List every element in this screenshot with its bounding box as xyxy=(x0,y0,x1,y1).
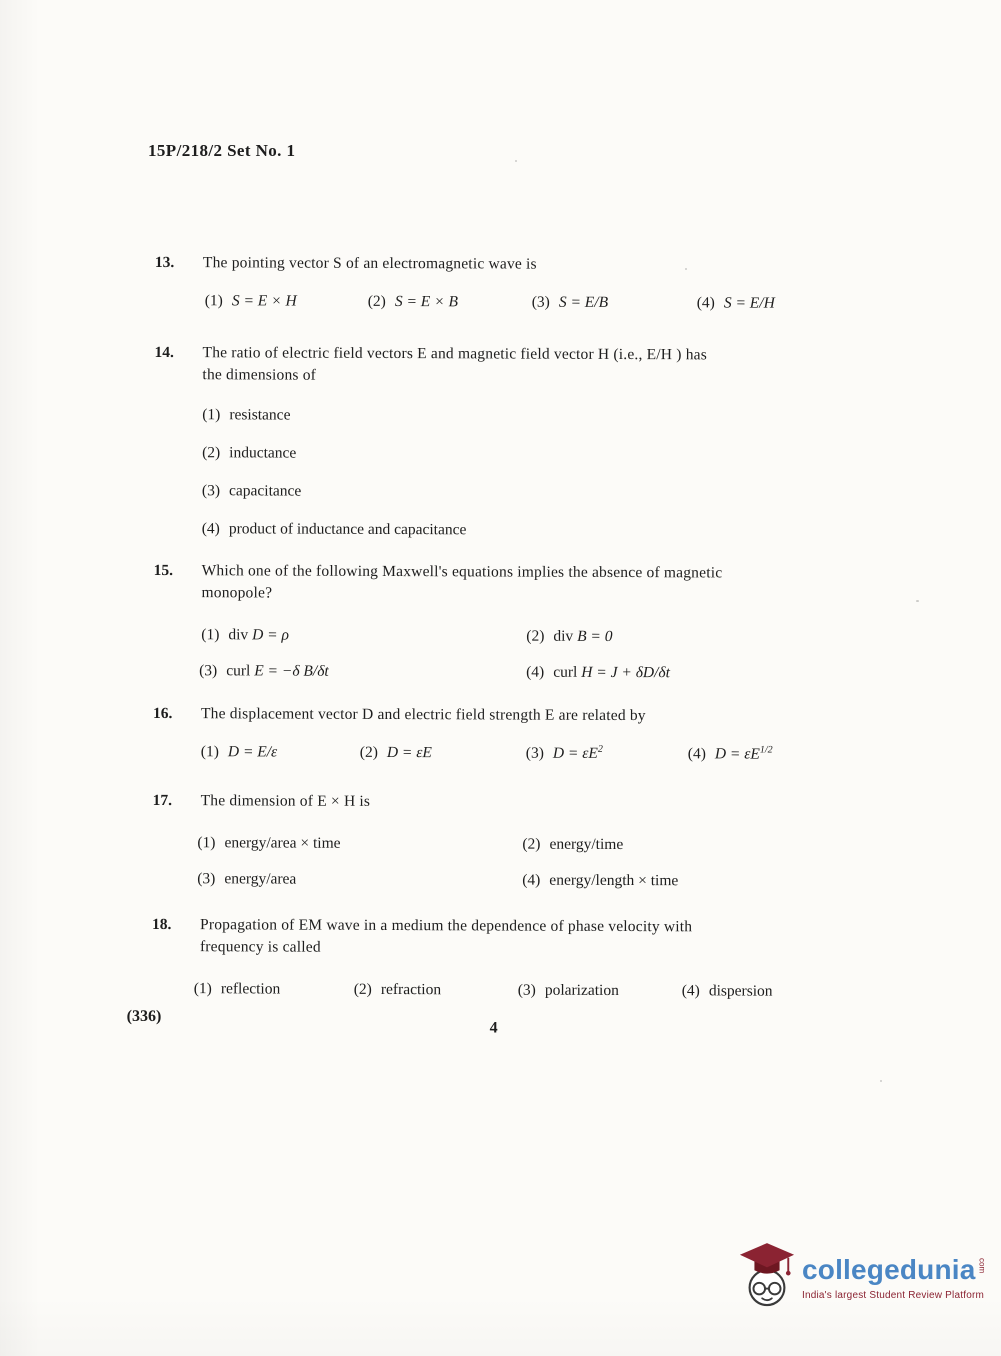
option-operator: curl xyxy=(553,663,578,681)
option-text: energy/time xyxy=(549,835,624,854)
option-text: S = E/H xyxy=(723,294,775,312)
question-18 xyxy=(152,914,932,1007)
option-label: (1) xyxy=(197,834,216,852)
question-text: The displacement vector D and electric field strength E are related by xyxy=(200,705,646,725)
option-operator: div xyxy=(228,626,249,644)
option-4 xyxy=(688,743,773,765)
option-2 xyxy=(522,834,623,856)
option-1 xyxy=(205,290,297,312)
booklet-code: (336) xyxy=(126,1007,162,1026)
logo-domain-suffix: com xyxy=(977,1257,987,1273)
option-text: energy/area xyxy=(224,870,297,888)
question-text-line1: The ratio of electric field vectors E and magnetic field vector H (i.e., E/H ) has xyxy=(202,344,708,364)
question-17 xyxy=(152,790,932,907)
option-3 xyxy=(202,480,934,505)
option-label: (3) xyxy=(199,662,218,680)
option-4 xyxy=(526,662,670,685)
option-text: S = E × H xyxy=(231,292,297,310)
option-1 xyxy=(202,404,934,429)
option-label: (4) xyxy=(687,745,706,763)
option-1 xyxy=(201,624,289,646)
option-label: (2) xyxy=(526,627,545,645)
option-exponent: 2 xyxy=(597,743,603,755)
page-number: 4 xyxy=(489,1019,498,1037)
option-text: reflection xyxy=(220,980,281,998)
graduate-mascot-icon xyxy=(738,1240,796,1314)
option-label: (1) xyxy=(200,743,219,761)
scan-speck xyxy=(916,600,919,602)
question-text-line2: frequency is called xyxy=(199,938,321,956)
option-text: D = E/ε xyxy=(227,743,278,761)
option-text: resistance xyxy=(229,406,291,424)
option-label: (4) xyxy=(696,294,715,312)
question-13 xyxy=(155,252,935,319)
question-text-line2: the dimensions of xyxy=(202,366,317,384)
option-text: dispersion xyxy=(708,982,773,1000)
option-formula: D = ρ xyxy=(252,626,289,644)
option-label: (1) xyxy=(193,980,212,998)
collegedunia-logo xyxy=(738,1240,987,1314)
option-label: (4) xyxy=(526,663,545,681)
option-label: (3) xyxy=(531,293,550,311)
question-number: 16. xyxy=(152,704,173,723)
scan-speck xyxy=(515,160,517,162)
question-14 xyxy=(154,342,935,559)
options-row xyxy=(193,978,932,1007)
option-label: (3) xyxy=(197,870,216,888)
option-4 xyxy=(522,870,678,893)
option-operator: div xyxy=(553,627,574,645)
option-formula: H = J + δD/δt xyxy=(581,663,670,682)
option-label: (4) xyxy=(522,871,541,889)
question-number: 15. xyxy=(153,561,174,580)
option-text: energy/area × time xyxy=(224,834,341,852)
options-grid xyxy=(201,624,933,689)
option-2 xyxy=(368,291,458,313)
question-text: The pointing vector S of an electromagnetic wave is xyxy=(202,254,537,273)
options-row xyxy=(203,290,935,319)
scan-speck xyxy=(685,268,687,270)
option-4 xyxy=(682,980,773,1002)
option-label: (1) xyxy=(204,292,223,310)
option-label: (1) xyxy=(201,626,220,644)
options-row xyxy=(201,741,933,770)
question-text: The dimension of E × H is xyxy=(200,792,371,810)
option-1 xyxy=(201,741,277,763)
option-formula: E = −δ B/δt xyxy=(254,662,329,680)
option-operator: curl xyxy=(226,662,251,680)
option-formula: B = 0 xyxy=(577,627,613,645)
option-4 xyxy=(697,292,775,314)
question-text-line1: Propagation of EM wave in a medium the dependence of phase velocity with xyxy=(200,916,693,936)
option-2 xyxy=(360,742,432,764)
option-text: D = εE xyxy=(386,743,432,762)
question-number: 13. xyxy=(154,253,175,272)
option-label: (1) xyxy=(202,406,221,424)
option-exponent: 1/2 xyxy=(759,744,773,756)
option-label: (4) xyxy=(201,520,220,538)
option-text: polarization xyxy=(544,981,619,1000)
scan-speck xyxy=(880,1080,882,1082)
option-3 xyxy=(199,660,329,683)
option-label: (3) xyxy=(517,981,536,999)
option-text: inductance xyxy=(229,444,297,462)
option-text: energy/length × time xyxy=(549,871,679,890)
option-3 xyxy=(526,743,603,765)
option-2 xyxy=(202,442,934,467)
option-label: (2) xyxy=(359,743,378,761)
option-label: (2) xyxy=(202,444,221,462)
option-text: refraction xyxy=(380,980,442,999)
question-16 xyxy=(153,703,933,770)
option-label: (3) xyxy=(201,482,221,500)
question-text-line1: Which one of the following Maxwell's equations implies the absence of magnetic xyxy=(201,562,723,582)
options-stack xyxy=(202,404,935,543)
question-number: 18. xyxy=(152,915,172,934)
option-text: S = E × B xyxy=(394,293,459,311)
option-label: (4) xyxy=(681,982,700,1000)
question-text-line2: monopole? xyxy=(201,584,273,602)
option-3 xyxy=(197,868,296,890)
option-4 xyxy=(202,518,934,543)
option-label: (2) xyxy=(522,835,541,853)
option-label: (2) xyxy=(367,292,386,310)
options-grid xyxy=(197,832,932,897)
option-2 xyxy=(526,626,612,648)
logo-tagline: India's largest Student Review Platform xyxy=(802,1289,985,1301)
option-text: capacitance xyxy=(228,482,302,500)
option-text: S = E/B xyxy=(558,293,609,311)
question-15 xyxy=(153,560,934,699)
option-2 xyxy=(354,979,441,1001)
question-number: 17. xyxy=(152,791,173,810)
question-number: 14. xyxy=(154,343,174,362)
logo-wordmark: collegedunia xyxy=(802,1253,976,1285)
option-1 xyxy=(194,978,281,1000)
option-label: (3) xyxy=(525,744,544,762)
option-label: (2) xyxy=(353,980,372,998)
option-text: D = εE xyxy=(552,744,598,762)
option-3 xyxy=(532,292,608,314)
option-text: D = εE xyxy=(714,745,760,763)
option-1 xyxy=(197,832,340,855)
option-3 xyxy=(518,980,619,1002)
option-text: product of inductance and capacitance xyxy=(228,520,467,539)
paper-code-header: 15P/218/2 Set No. 1 xyxy=(148,141,296,160)
